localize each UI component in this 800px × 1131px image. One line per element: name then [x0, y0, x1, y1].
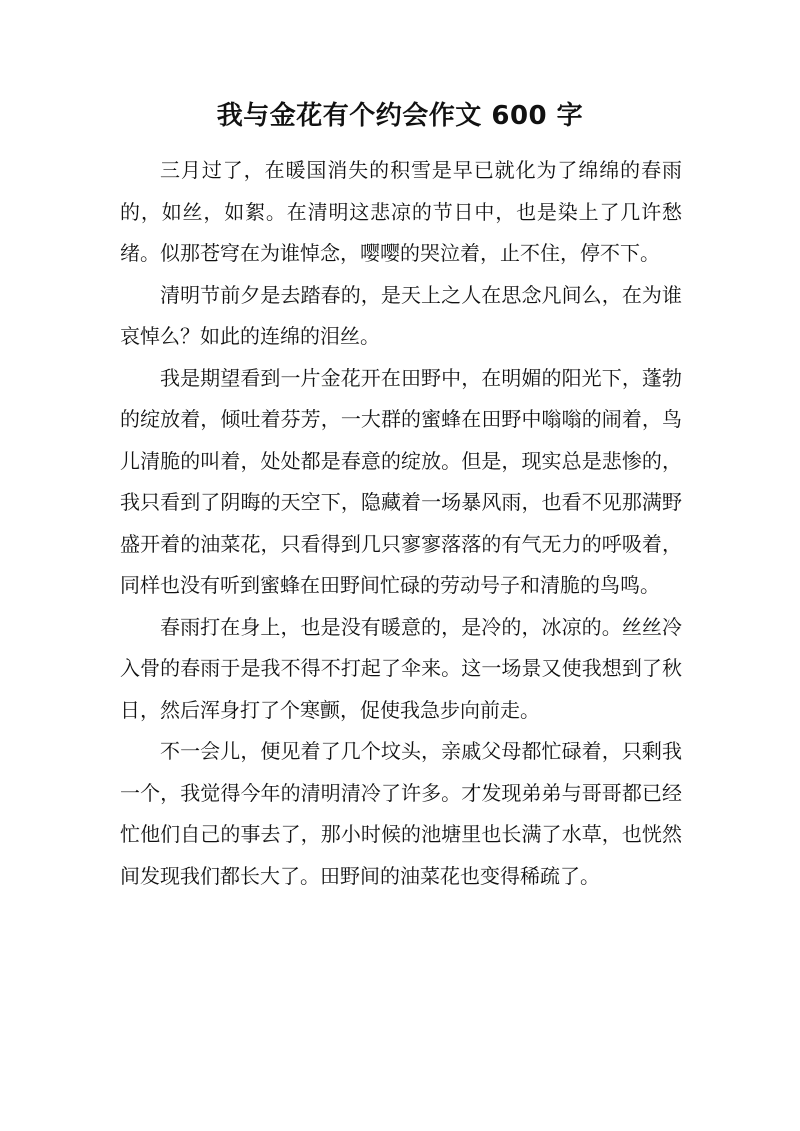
- paragraph-4: 春雨打在身上，也是没有暖意的，是冷的，冰凉的。丝丝冷入骨的春雨于是我不得不打起了伞来。这一场景又使我想到了秋日，然后浑身打了个寒颤，促使我急步向前走。: [120, 614, 682, 722]
- paragraph-1: 三月过了，在暖国消失的积雪是早已就化为了绵绵的春雨的，如丝，如絮。在清明这悲凉的节日中，也是染上了几许愁绪。似那苍穹在为谁悼念，嘤嘤的哭泣着，止不住，停不下。: [120, 158, 682, 265]
- paragraph-2: 清明节前夕是去踏春的，是天上之人在思念凡间么，在为谁哀悼么？如此的连绵的泪丝。: [120, 282, 682, 348]
- document-body: [120, 150, 682, 897]
- document-title: 我与金花有个约会作文 600 字: [216, 101, 584, 131]
- paragraph-3: 我是期望看到一片金花开在田野中，在明媚的阳光下，蓬勃的绽放着，倾吐着芬芳，一大群的蜜蜂在田野中嗡嗡的闹着，鸟儿清脆的叫着，处处都是春意的绽放。但是，现实总是悲惨的，我只看到了阴晦的天空下，隐藏着一场暴风雨，也看不见那满野盛开着的油菜花，只看得到几只寥寥落落的有气无力的呼吸着，同样也没有听到蜜蜂在田野间忙碌的劳动号子和清脆的鸟鸣。: [120, 365, 682, 597]
- paragraph-5: 不一会儿，便见着了几个坟头，亲戚父母都忙碌着，只剩我一个，我觉得今年的清明清冷了许多。才发现弟弟与哥哥都已经忙他们自己的事去了，那小时候的池塘里也长满了水草，也恍然间发现我们都长大了。田野间的油菜花也变得稀疏了。: [120, 739, 682, 888]
